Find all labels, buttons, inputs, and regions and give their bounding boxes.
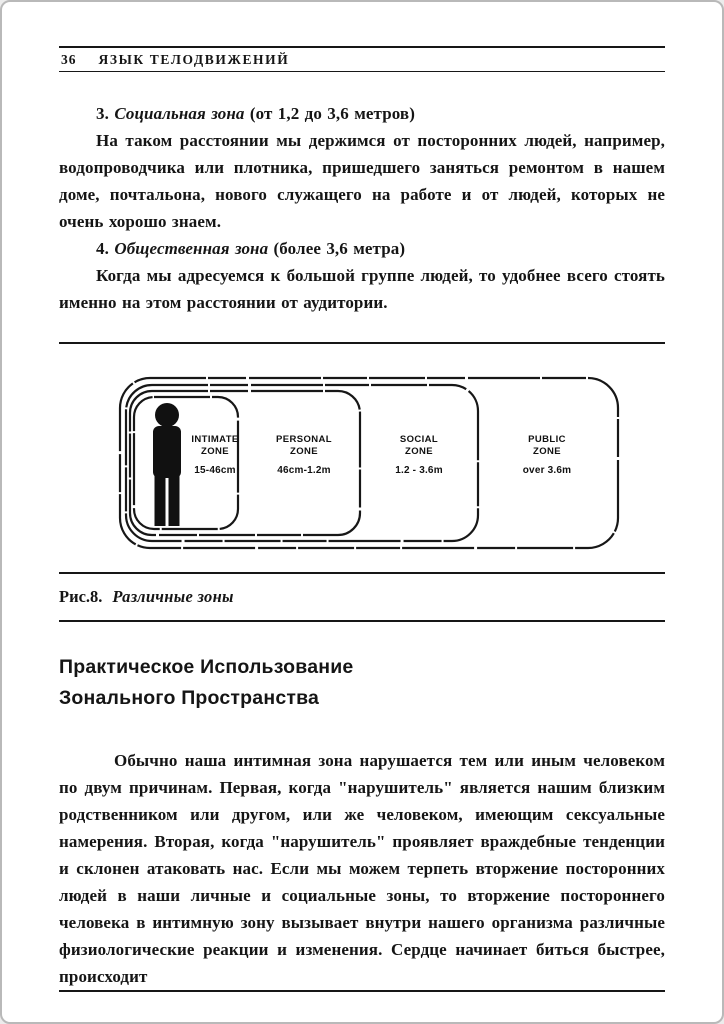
- item4-paragraph: Когда мы адресуемся к большой группе людей, то удобнее всего стоять именно на этом расстоянии от аудитории.: [59, 266, 665, 312]
- zone-label-personal: [269, 434, 339, 477]
- caption-text: Различные зоны: [112, 587, 234, 606]
- zone-range: 15-46cm: [194, 465, 236, 476]
- zone-name: PERSONAL: [276, 434, 332, 445]
- zones-list-section: [59, 100, 665, 316]
- zone-name: SOCIAL: [399, 434, 439, 445]
- person-silhouette: [153, 403, 181, 526]
- section-heading-line2: Зонального Пространства: [59, 687, 320, 709]
- zones-diagram: [117, 374, 622, 554]
- section-heading-line1: Практическое Использование: [59, 656, 354, 678]
- page-header: [59, 48, 665, 71]
- item4-range: (более 3,6 метра): [268, 239, 406, 258]
- zone-range: over 3.6m: [522, 465, 572, 476]
- page-number: 36: [61, 51, 77, 67]
- item3-number: 3.: [96, 104, 115, 123]
- zone-word: ZONE: [290, 446, 318, 457]
- zone-word: ZONE: [533, 446, 561, 457]
- zone-name: PUBLIC: [528, 434, 566, 445]
- running-title: ЯЗЫК ТЕЛОДВИЖЕНИЙ: [98, 51, 290, 67]
- item4-number: 4.: [96, 239, 115, 258]
- figure-rule-bottom: [59, 572, 665, 574]
- item3-range: (от 1,2 до 3,6 метров): [244, 104, 415, 123]
- zone-range: 46cm-1.2m: [277, 465, 331, 476]
- zone-name: INTIMATE: [191, 434, 239, 445]
- caption-label: Рис.8.: [59, 587, 103, 606]
- zone-label-social: [384, 434, 454, 477]
- section-paragraph: Обычно наша интимная зона нарушается тем или иным человеком по двум причинам. Первая, когда "нарушитель" является нашим близким родственником или другом, или же человеком, имеющим сексуальные намерения. Вторая, когда "нарушитель" проявляет враждебные тенденции и склонен атаковать нас. Если мы можем терпеть вторжение посторонних людей в наши личные и социальные зоны, то вторжение постороннего человека в интимную зону вызывает внутри нашего организма различные физиологические реакции и изменения. Сердце начинает биться быстрее, происходит: [59, 751, 665, 986]
- zone-label-public: [512, 434, 582, 477]
- item4-heading: [59, 235, 665, 262]
- figure-caption: [59, 587, 665, 607]
- item3-heading: [59, 100, 665, 127]
- zone-word: ZONE: [405, 446, 433, 457]
- section-heading: [59, 652, 665, 714]
- item3-title: Социальная зона: [114, 104, 245, 123]
- zone-label-intimate: [180, 434, 250, 477]
- item3-paragraph: На таком расстоянии мы держимся от посторонних людей, например, водопроводчика или плотника, пришедшего заняться ремонтом в нашем доме, почтальона, нового служащего на работе и от людей, которых не очень хорошо знаем.: [59, 131, 665, 231]
- caption-rule: [59, 620, 665, 622]
- figure-rule-top: [59, 342, 665, 344]
- zone-word: ZONE: [201, 446, 229, 457]
- footer-rule: [59, 990, 665, 992]
- zone-range: 1.2 - 3.6m: [395, 465, 443, 476]
- header-rule-bottom: [59, 71, 665, 73]
- item4-title: Общественная зона: [114, 239, 269, 258]
